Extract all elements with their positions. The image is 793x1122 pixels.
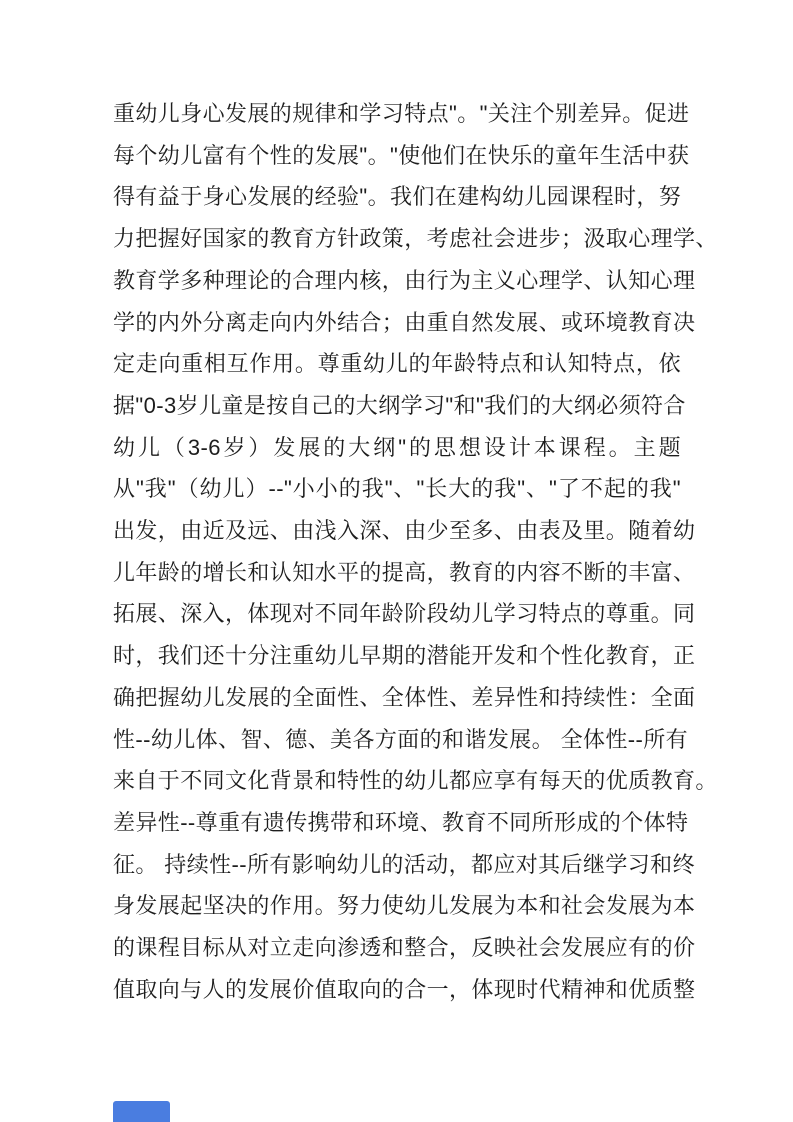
text-line: 值取向与人的发展价值取向的合一，体现时代精神和优质整 [113,976,696,1002]
paragraph-body [113,93,718,1010]
text-line: 重幼儿身心发展的规律和学习特点"。"关注个别差异。促进 [113,101,690,126]
text-line: 征。 持续性--所有影响幼儿的活动，都应对其后继学习和终 [113,851,695,877]
text-line: 拓展、深入，体现对不同年龄阶段幼儿学习特点的尊重。同 [113,601,696,627]
text-line: 据"0-3岁儿童是按自己的大纲学习"和"我们的大纲必须符合 [113,392,686,418]
text-line: 学的内外分离走向内外结合；由重自然发展、或环境教育决 [113,309,696,335]
text-line: 差异性--尊重有遗传携带和环境、教育不同所形成的个体特 [113,809,689,835]
text-line: 时，我们还十分注重幼儿早期的潜能开发和个性化教育，正 [113,643,696,669]
text-line: 确把握幼儿发展的全面性、全体性、差异性和持续性：全面 [113,684,696,710]
text-line: 幼儿（3-6岁）发展的大纲"的思想设计本课程。主题 [113,434,681,460]
text-line: 教育学多种理论的合理内核，由行为主义心理学、认知心理 [113,267,696,293]
text-line: 得有益于身心发展的经验"。我们在建构幼儿园课程时，努 [113,184,682,210]
text-line: 身发展起坚决的作用。努力使幼儿发展为本和社会发展为本 [113,893,696,919]
text-line: 来自于不同文化背景和特性的幼儿都应享有每天的优质教育。 [113,768,718,794]
text-line: 定走向重相互作用。尊重幼儿的年龄特点和认知特点，依 [113,351,681,377]
text-line: 从"我"（幼儿）--"小小的我"、"长大的我"、"了不起的我" [113,476,681,502]
text-line: 儿年龄的增长和认知水平的提高，教育的内容不断的丰富、 [113,559,696,585]
text-line: 力把握好国家的教育方针政策，考虑社会进步；汲取心理学、 [113,226,718,252]
text-line: 性--幼儿体、智、德、美各方面的和谐发展。 全体性--所有 [113,726,689,752]
text-line: 的课程目标从对立走向渗透和整合，反映社会发展应有的价 [113,935,696,961]
text-line: 每个幼儿富有个性的发展"。"使他们在快乐的童年生活中获 [113,142,690,168]
cropped-blue-button-fragment[interactable] [113,1101,170,1122]
text-line: 出发，由近及远、由浅入深、由少至多、由表及里。随着幼 [113,518,696,544]
